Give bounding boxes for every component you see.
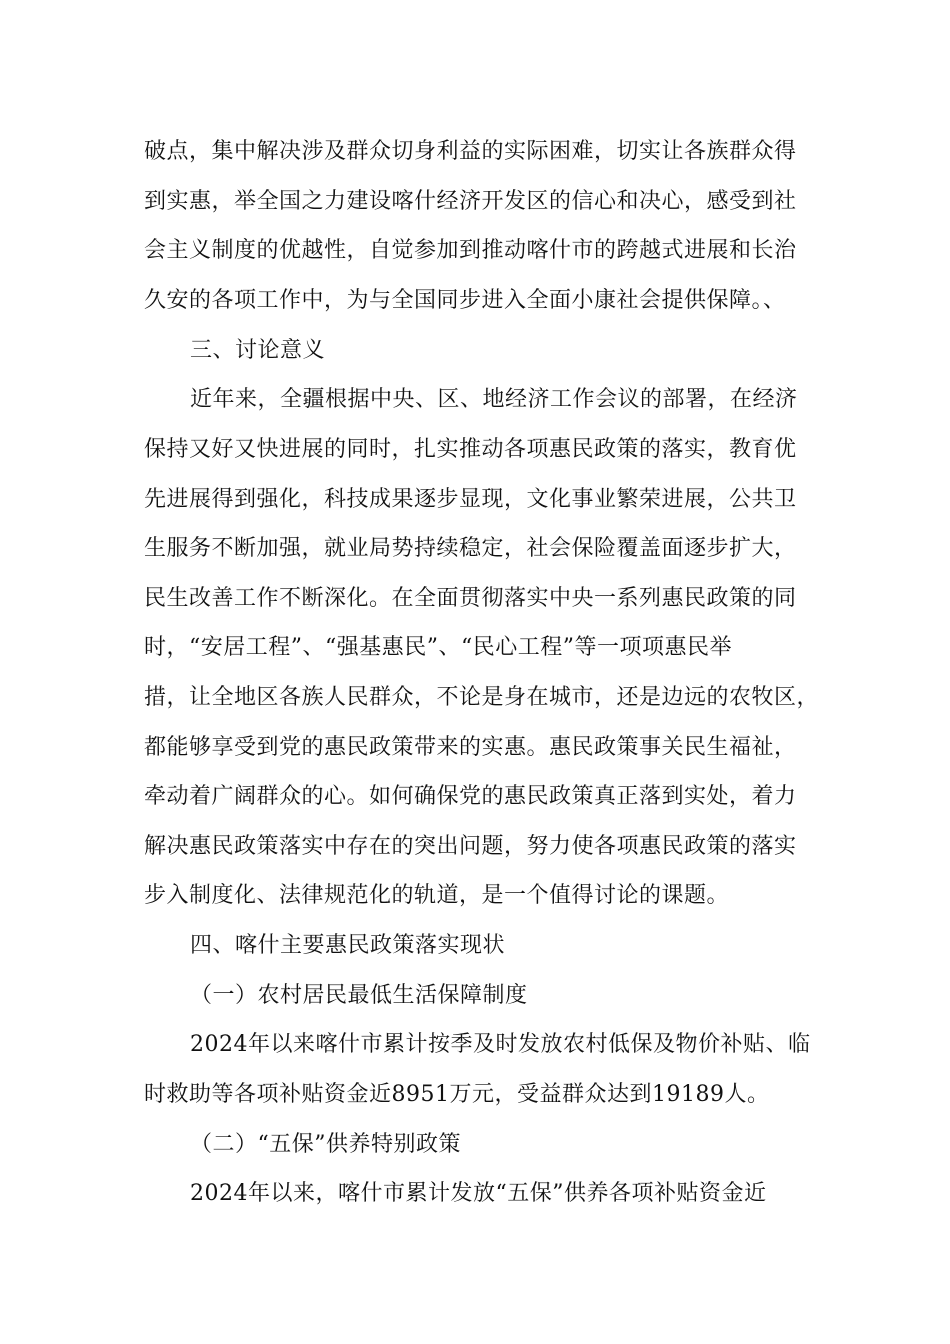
section-heading: 三、讨论意义 bbox=[190, 338, 326, 363]
text-line: 破点，集中解决涉及群众切身利益的实际困难，切实让各族群众得 bbox=[144, 139, 797, 164]
text-line: 久安的各项工作中，为与全国同步进入全面小康社会提供保障。、 bbox=[144, 288, 786, 313]
subsection-heading: （一）农村居民最低生活保障制度 bbox=[190, 983, 528, 1008]
text-line: 都能够享受到党的惠民政策带来的实惠。惠民政策事关民生福祉， bbox=[144, 735, 797, 760]
text-line: 生服务不断加强，就业局势持续稳定，社会保险覆盖面逐步扩大， bbox=[144, 536, 797, 561]
text-line: 2024年以来喀什市累计按季及时发放农村低保及物价补贴、临 bbox=[190, 1032, 811, 1057]
text-line: 民生改善工作不断深化。在全面贯彻落实中央一系列惠民政策的同 bbox=[144, 586, 797, 611]
text-line: 近年来，全疆根据中央、区、地经济工作会议的部署，在经济 bbox=[190, 387, 798, 412]
text-line: 措，让全地区各族人民群众，不论是身在城市，还是边远的农牧区， bbox=[144, 685, 820, 710]
text-line: 保持又好又快进展的同时，扎实推动各项惠民政策的落实，教育优 bbox=[144, 437, 797, 462]
text-line: 先进展得到强化，科技成果逐步显现，文化事业繁荣进展，公共卫 bbox=[144, 487, 797, 512]
text-line: 步入制度化、法律规范化的轨道，是一个值得讨论的课题。 bbox=[144, 883, 730, 908]
text-line: 2024年以来，喀什市累计发放“五保”供养各项补贴资金近 bbox=[190, 1181, 767, 1206]
text-line: 牵动着广阔群众的心。如何确保党的惠民政策真正落到实处，着力 bbox=[144, 784, 797, 809]
text-line: 时，“安居工程”、“强基惠民”、“民心工程”等一项项惠民举 bbox=[144, 635, 732, 660]
text-line: 到实惠，举全国之力建设喀什经济开发区的信心和决心，感受到社 bbox=[144, 189, 797, 214]
subsection-heading: （二）“五保”供养特别政策 bbox=[190, 1132, 461, 1157]
text-line: 时救助等各项补贴资金近8951万元，受益群众达到19189人。 bbox=[144, 1082, 770, 1107]
text-line: 解决惠民政策落实中存在的突出问题，努力使各项惠民政策的落实 bbox=[144, 834, 797, 859]
text-line: 会主义制度的优越性，自觉参加到推动喀什市的跨越式进展和长治 bbox=[144, 238, 797, 263]
section-heading: 四、喀什主要惠民政策落实现状 bbox=[190, 933, 506, 958]
